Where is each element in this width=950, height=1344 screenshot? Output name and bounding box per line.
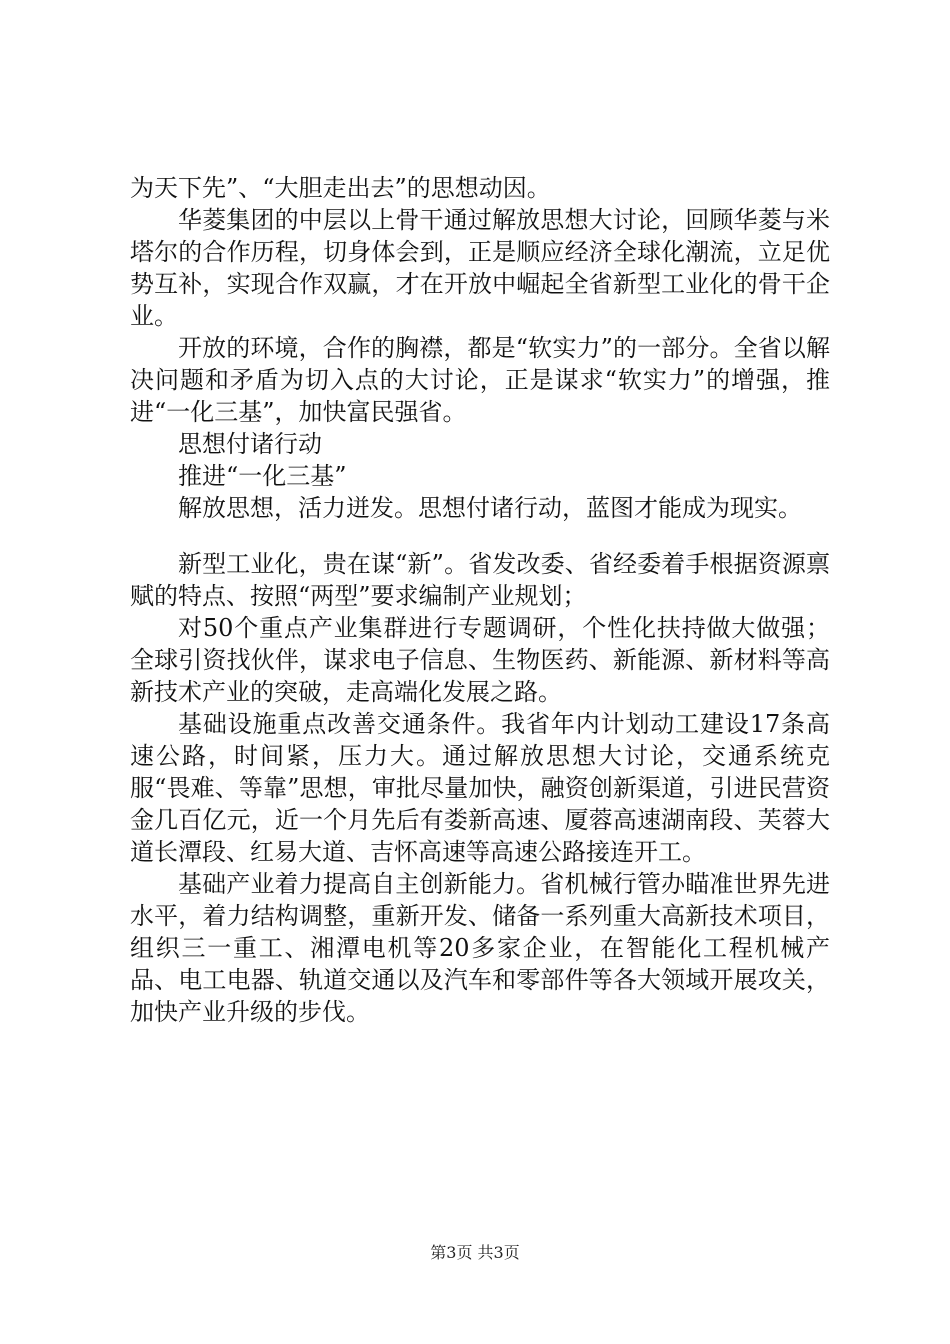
paragraph-new-industrialization: 新型工业化，贵在谋“新”。省发改委、省经委着手根据资源禀赋的特点、按照“两型”要求编制产业规划；: [130, 550, 830, 610]
page-footer: 第3页 共3页: [430, 1243, 520, 1262]
paragraph-industry-clusters: 对50个重点产业集群进行专题调研，个性化扶持做大做强；全球引资找伙伴，谋求电子信息、生物医药、新能源、新材料等高新技术产业的突破，走高端化发展之路。: [130, 614, 830, 706]
paragraph-soft-power: 开放的环境，合作的胸襟，都是“软实力”的一部分。全省以解决问题和矛盾为切入点的大讨论，正是谋求“软实力”的增强，推进“一化三基”，加快富民强省。: [130, 334, 830, 426]
paragraph-continuation: 为天下先”、“大胆走出去”的思想动因。: [130, 174, 551, 202]
paragraph-liberate-thought: 解放思想，活力迸发。思想付诸行动，蓝图才能成为现实。: [178, 494, 802, 522]
paragraph-hualing: 华菱集团的中层以上骨干通过解放思想大讨论，回顾华菱与米塔尔的合作历程，切身体会到，正是顺应经济全球化潮流，立足优势互补，实现合作双赢，才在开放中崛起全省新型工业化的骨干企业。: [130, 206, 830, 330]
paragraph-innovation: 基础产业着力提高自主创新能力。省机械行管办瞄准世界先进水平，着力结构调整，重新开发、储备一系列重大高新技术项目，组织三一重工、湘潭电机等20多家企业，在智能化工程机械产品、电工电器、轨道交通以及汽车和零部件等各大领域开展攻关，加快产业升级的步伐。: [130, 870, 830, 1026]
section-heading-line-1: 思想付诸行动: [178, 430, 322, 458]
document-body: [130, 172, 830, 1028]
section-heading-line-2: 推进“一化三基”: [178, 462, 347, 490]
paragraph-infrastructure: 基础设施重点改善交通条件。我省年内计划动工建设17条高速公路，时间紧，压力大。通过解放思想大讨论，交通系统克服“畏难、等靠”思想，审批尽量加快，融资创新渠道，引进民营资金几百亿元，近一个月先后有娄新高速、厦蓉高速湖南段、芙蓉大道长潭段、红易大道、吉怀高速等高速公路接连开工。: [130, 710, 830, 866]
